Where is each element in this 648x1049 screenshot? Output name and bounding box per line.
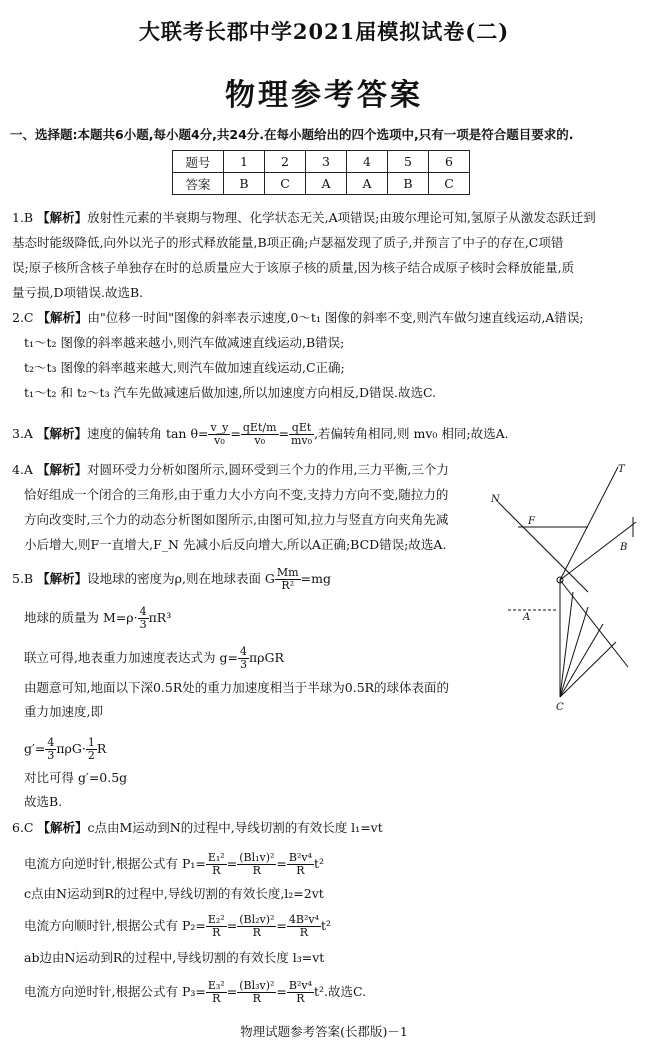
fraction: $\frac{v\_y}{\text{v₀}}$	[210, 421, 229, 447]
table-cell: 2	[265, 151, 306, 173]
q2-line-2: t₁～t₂ 图像的斜率越来越小,则汽车做减速直线运动,B错误;	[24, 335, 345, 350]
table-cell: C	[429, 173, 470, 195]
q6-line-5: ab边由N运动到R的过程中,导线切割的有效长度 l₃=vt	[24, 950, 325, 965]
label-b: B	[620, 542, 628, 553]
table-cell: 5	[388, 151, 429, 173]
section-heading: 一、选择题:本题共6小题,每小题4分,共24分.在每小题给出的四个选项中,只有一项是符合题目要求的.	[10, 127, 574, 142]
q5-line-1: 5.B 【解析】设地球的密度为ρ,则在地球表面 G $\frac{Mm}{\text{R²}}$ =mg	[12, 566, 331, 592]
q6-line-4: 电流方向顺时针,根据公式有 P₂= $\frac{\text{E₂²}}{R}$ = $\frac{\text{(Bl₂v)²}}{R}$ = $\frac{\text{4B²v⁴}}{R}$ t²	[24, 913, 332, 939]
q4-line-4: 小后增大,则F一直增大,F_N 先减小后反向增大,所以A正确;BCD错误;故选A.	[24, 537, 447, 552]
fraction: $\frac{\text{qEt/m}}{\text{v₀}}$	[242, 421, 277, 447]
fraction: $\frac{\text{(Bl₂v)²}}{R}$	[239, 913, 275, 939]
table-cell: 6	[429, 151, 470, 173]
support-line	[560, 580, 628, 667]
q5-line-4: 由题意可知,地面以下深0.5R处的重力加速度相当于半球为0.5R的球体表面的	[24, 680, 450, 695]
table-header-cell: 答案	[173, 173, 224, 195]
fraction: $\frac{\text{B²v⁴}}{R}$	[288, 979, 313, 1005]
q6-line-1: 6.C 【解析】c点由M运动到N的过程中,导线切割的有效长度 l₁=vt	[12, 820, 383, 835]
fraction: $\frac{1}{2}$	[87, 736, 95, 762]
table-cell: 4	[347, 151, 388, 173]
answer-table	[172, 150, 470, 195]
q4-line-1: 4.A 【解析】对圆环受力分析如图所示,圆环受到三个力的作用,三力平衡,三个力	[12, 462, 449, 477]
fraction: $\frac{Mm}{\text{R²}}$	[276, 566, 299, 592]
fraction: $\frac{\text{E₁²}}{R}$	[207, 851, 225, 877]
fraction: $\frac{\text{(Bl₃v)²}}{R}$	[239, 979, 275, 1005]
normal-line	[498, 502, 588, 592]
q6-line-2: 电流方向逆时针,根据公式有 P₁= $\frac{\text{E₁²}}{R}$ = $\frac{\text{(Bl₁v)²}}{R}$ = $\frac{\text{B²v⁴}}{R}$ t²	[24, 851, 325, 877]
table-cell: B	[224, 173, 265, 195]
q4-line-2: 恰好组成一个闭合的三角形,由于重力大小方向不变,支持力方向不变,随拉力的	[24, 487, 449, 502]
table-cell: C	[265, 173, 306, 195]
q4-line-3: 方向改变时,三个力的动态分析图如图所示,由图可知,拉力与竖直方向夹角先减	[24, 512, 449, 527]
exam-header: 大联考长郡中学2021届模拟试卷(二)	[138, 19, 510, 44]
q5-line-7: 对比可得 g′=0.5g	[24, 770, 128, 785]
vector-1	[560, 592, 573, 697]
q6-line-3: c点由N运动到R的过程中,导线切割的有效长度,l₂=2vt	[24, 886, 324, 901]
tension-line	[560, 467, 618, 580]
q2-line-3: t₂～t₃ 图像的斜率越来越大,则汽车做加速直线运动,C正确;	[24, 360, 345, 375]
q5-line-3: 联立可得,地表重力加速度表达式为 g= $\frac{4}{3}$ πρGR	[24, 645, 284, 671]
q6-line-6: 电流方向逆时针,根据公式有 P₃= $\frac{\text{E₃²}}{R}$ = $\frac{\text{(Bl₃v)²}}{R}$ = $\frac{\text{B²v⁴}}{R}$ t².故选C.	[24, 979, 367, 1005]
table-cell: A	[347, 173, 388, 195]
page-title: 物理参考答案	[225, 78, 423, 113]
label-c: C	[556, 702, 564, 712]
q5-line-8: 故选B.	[24, 794, 63, 809]
fraction: $\frac{\text{(Bl₁v)²}}{R}$	[239, 851, 275, 877]
q2-line-4: t₁～t₂ 和 t₂～t₃ 汽车先做减速后做加速,所以加速度方向相反,D错误.故选C.	[24, 385, 437, 400]
label-f: F	[528, 516, 535, 527]
fraction: $\frac{\text{qEt}}{\text{mv₀}}$	[291, 421, 313, 447]
table-row	[173, 151, 470, 173]
table-cell: B	[388, 173, 429, 195]
fraction: $\frac{\text{E₂²}}{R}$	[207, 913, 225, 939]
table-cell: 1	[224, 151, 265, 173]
q1-line-3: 误;原子核所含核子单独存在时的总质量应大于该原子核的质量,因为核子结合成原子核时会释放能量,质	[12, 260, 575, 275]
q3-line-1: 3.A 【解析】速度的偏转角 tan θ= $\frac{v\_y}{\text{v₀}}$ = $\frac{\text{qEt/m}}{\text{v₀}}$ = $\frac{\text{qEt}}{\text{mv₀}}$ ,若偏转角相同,则 mv₀ 相同;故选A.	[12, 421, 509, 447]
fraction: $\frac{4}{3}$	[239, 645, 247, 671]
label-t: T	[618, 464, 625, 475]
page-footer: 物理试题参考答案(长郡版)－1	[240, 1024, 408, 1039]
fraction: $\frac{\text{4B²v⁴}}{R}$	[288, 913, 320, 939]
table-cell: 3	[306, 151, 347, 173]
q1-line-1: 1.B 【解析】放射性元素的半衰期与物理、化学状态无关,A项错误;由玻尔理论可知,氢原子从激发态跃迁到	[12, 210, 596, 225]
fraction: $\frac{\text{E₃²}}{R}$	[207, 979, 225, 1005]
q5-line-5: 重力加速度,即	[24, 704, 103, 719]
table-header-cell: 题号	[173, 151, 224, 173]
q5-line-2: 地球的质量为 M=ρ· $\frac{4}{3}$ πR³	[24, 605, 172, 631]
table-cell: A	[306, 173, 347, 195]
force-diagram	[488, 462, 643, 712]
q1-line-4: 量亏损,D项错误.故选B.	[12, 285, 144, 300]
fraction: $\frac{\text{B²v⁴}}{R}$	[288, 851, 313, 877]
table-row	[173, 173, 470, 195]
fraction: $\frac{4}{3}$	[47, 736, 55, 762]
label-n: N	[491, 494, 500, 505]
q1-line-2: 基态时能级降低,向外以光子的形式释放能量,B项正确;卢瑟福发现了质子,并预言了中子的存在,C项错	[12, 235, 564, 250]
fraction: $\frac{4}{3}$	[139, 605, 147, 631]
q2-line-1: 2.C 【解析】由"位移一时间"图像的斜率表示速度,0～t₁ 图像的斜率不变,则汽车做匀速直线运动,A错误;	[12, 310, 584, 325]
label-a: A	[523, 612, 531, 623]
q5-line-6: g′= $\frac{4}{3}$ πρG· $\frac{1}{2}$ R	[24, 736, 107, 762]
